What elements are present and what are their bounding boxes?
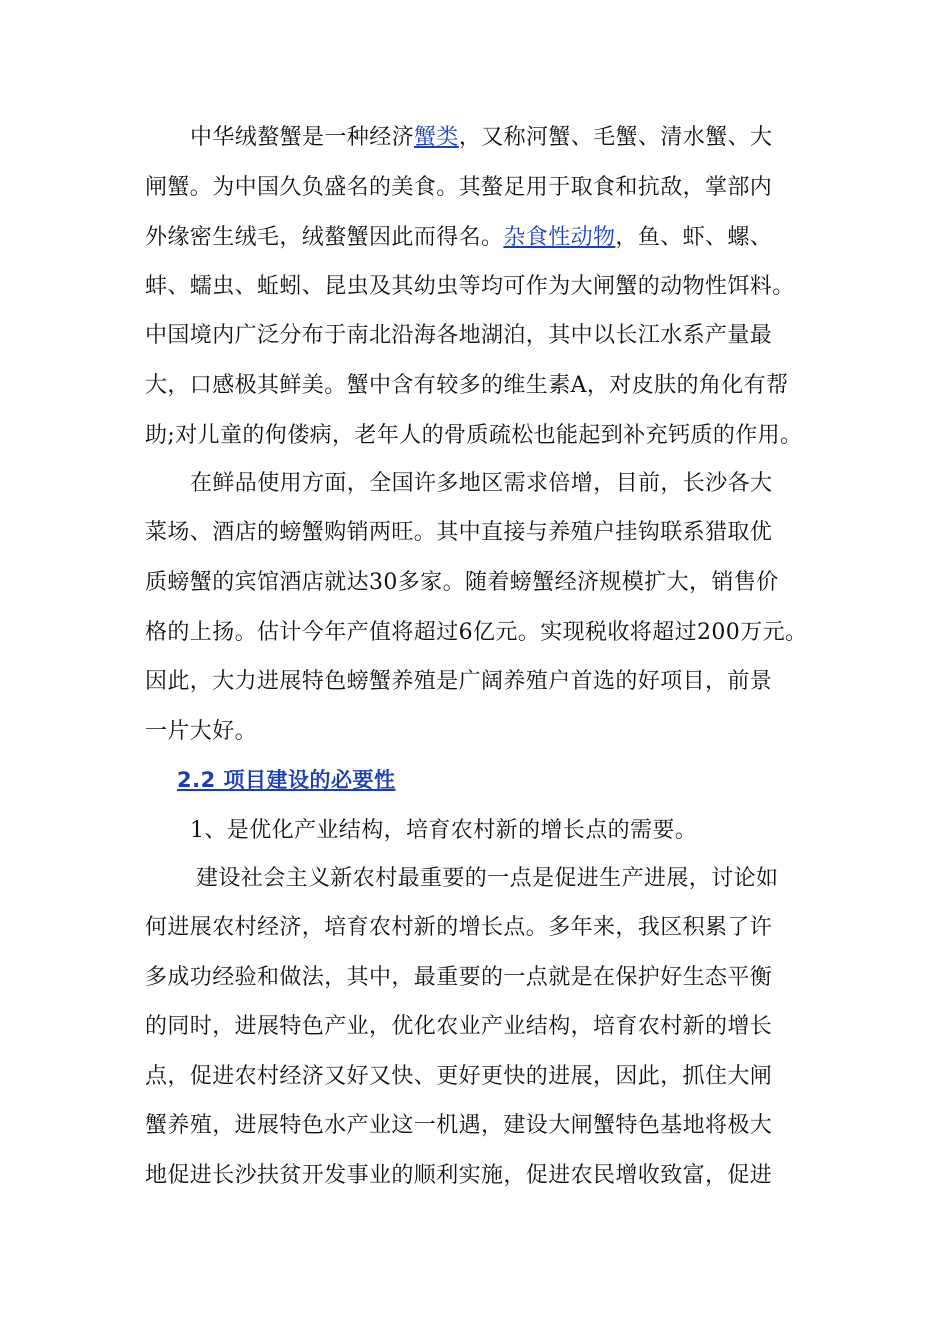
para2-line-1: 在鲜品使用方面，全国许多地区需求倍增，目前，长沙各大 (190, 471, 773, 496)
para2-line-5: 因此，大力进展特色螃蟹养殖是广阔养殖户首选的好项目，前景 (145, 669, 773, 694)
para3-line-3: 多成功经验和做法，其中，最重要的一点就是在保护好生态平衡 (145, 965, 773, 990)
para1-text: 外缘密生绒毛，绒螯蟹因此而得名。 (145, 225, 504, 250)
para3-line-7: 地促进长沙扶贫开发事业的顺利实施，促进农民增收致富，促进 (145, 1163, 773, 1188)
para1-line-6: 大，口感极其鲜美。蟹中含有较多的维生素A，对皮肤的角化有帮 (145, 373, 789, 398)
para3-line-2: 何进展农村经济，培育农村新的增长点。多年来，我区积累了许 (145, 915, 773, 940)
para1-text: ，又称河蟹、毛蟹、清水蟹、大 (458, 125, 773, 150)
para3-line-5: 点，促进农村经济又好又快、更好更快的进展，因此，抓住大闸 (145, 1064, 773, 1089)
link-crab-species[interactable]: 蟹类 (414, 125, 459, 150)
section-heading-link[interactable]: 2.2 项目建设的必要性 (177, 768, 396, 792)
para1-text: 中华绒螯蟹是一种经济 (190, 125, 415, 150)
para1-line-2: 闸蟹。为中国久负盛名的美食。其螯足用于取食和抗敌，掌部内 (145, 175, 773, 200)
para3-line-6: 蟹养殖，进展特色水产业这一机遇，建设大闸蟹特色基地将极大 (145, 1113, 773, 1138)
para2-line-2: 菜场、酒店的螃蟹购销两旺。其中直接与养殖户挂钩联系猎取优 (145, 520, 773, 545)
section-item-1: 1、是优化产业结构，培育农村新的增长点的需要。 (190, 818, 698, 843)
para2-line-6: 一片大好。 (145, 719, 258, 744)
para2-line-4: 格的上扬。估计今年产值将超过6亿元。实现税收将超过200万元。 (145, 620, 808, 645)
para1-line-4: 蚌、蠕虫、蚯蚓、昆虫及其幼虫等均可作为大闸蟹的动物性饵料。 (145, 274, 795, 299)
para2-line-3: 质螃蟹的宾馆酒店就达30多家。随着螃蟹经济规模扩大，销售价 (145, 570, 779, 595)
para1-line-5: 中国境内广泛分布于南北沿海各地湖泊，其中以长江水系产量最 (145, 323, 773, 348)
para3-line-4: 的同时，进展特色产业，优化农业产业结构，培育农村新的增长 (145, 1014, 773, 1039)
para1-line-1 (190, 123, 772, 153)
para3-line-1: 建设社会主义新农村最重要的一点是促进生产进展，讨论如 (196, 866, 779, 891)
link-omnivore[interactable]: 杂食性动物 (503, 225, 616, 250)
para1-line-3 (145, 223, 772, 253)
para1-line-7: 助;对儿童的佝偻病，老年人的骨质疏松也能起到补充钙质的作用。 (145, 423, 803, 448)
para1-text: ，鱼、虾、螺、 (615, 225, 773, 250)
